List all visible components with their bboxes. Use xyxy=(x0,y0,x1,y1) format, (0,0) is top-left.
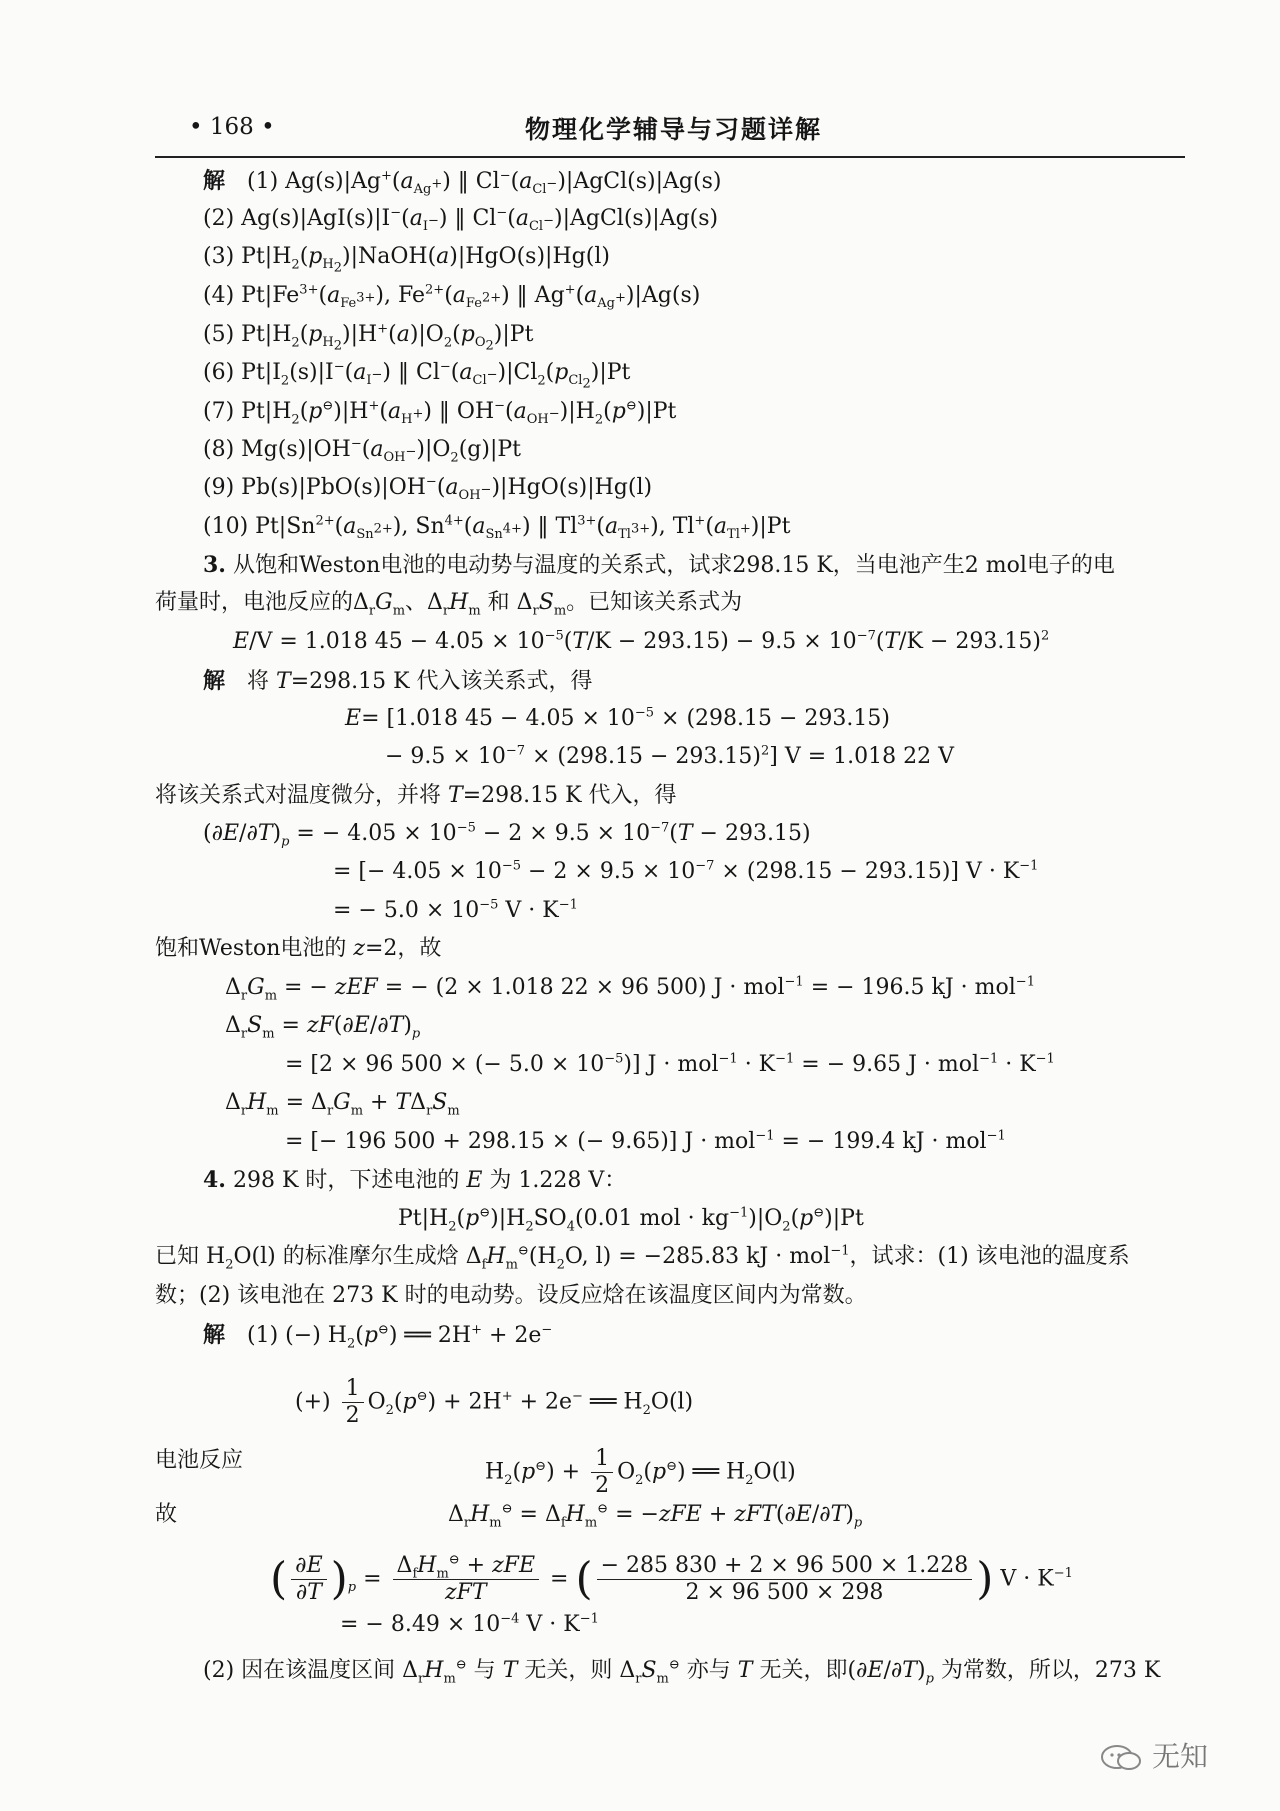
text-line-l8: (8) $Mg(s)|OH^-(a_{OH^-})|O_2(g)|Pt$ xyxy=(203,436,522,466)
text-line-l1: 解 (1) $Ag(s)|Ag^+(a_{Ag^+})$ ‖ $Cl^-(a_{Cl^-})|AgCl(s)|Ag(s)$ xyxy=(203,168,722,198)
text-line-l33: 电池反应 xyxy=(155,1448,244,1473)
text-line-l17: 将该关系式对温度微分，并将 T=298.15 K 代入，得 xyxy=(155,783,677,808)
text-line-l26: = [− 196 500 + 298.15 × (− 9.65)] J · mol$^{-1}$ = − 199.4 kJ · mol$^{-1}$ xyxy=(285,1128,1006,1154)
text-line-l20: = − $5.0 \times 10^{-5}$ $V \cdot K^{-1}$ xyxy=(333,897,578,923)
page-number: • 168 • xyxy=(189,114,275,140)
text-line-l7: (7) $Pt|H_2(p^⊖)|H^+(a_{H^+})$ ‖ $OH^-(a_{OH^-})|H_2(p^⊖)|Pt$ xyxy=(203,398,677,428)
text-line-l34: $H_2(p^⊖)$ + $\frac{1}{2}$ $O_2(p^⊖)$ ══ $H_2O(l)$ xyxy=(485,1446,796,1498)
text-line-l36: $\Delta_rH_m^⊖ = \Delta_fH_m^⊖ = -zFE + zFT(\partial E/\partial T)_p$ xyxy=(448,1501,863,1531)
text-line-l12: 荷量时，电池反应的$\Delta_rG_m$、$\Delta_rH_m$ 和 $\Delta_rS_m$。已知该关系式为 xyxy=(155,590,743,619)
text-line-l15: E= [1.018 $45 - 4.05 \times 10^{-5} \times (298.15 - 293.15)$ xyxy=(345,705,890,731)
text-line-l18: $(\partial E/\partial T)_p$ = − $4.05 \times 10^{-5} - 2 \times 9.5 \times 10^{-7}(T - 293.15)$ xyxy=(203,820,811,850)
watermark-text: 无知 xyxy=(1151,1740,1208,1773)
text-line-l13: E/V = 1.018 $45 - 4.05 \times 10^{-5}(T/K - 293.15) - 9.5 \times 10^{-7}(T/K - 293.15)^2$ xyxy=(233,628,1050,654)
text-line-l28: $Pt|H_2(p^⊖)|H_2SO_4(0.01$ mol · $kg^{-1})|O_2(p^⊖)|Pt$ xyxy=(398,1205,864,1235)
text-line-l24: = [2 × 96 500 × (− $5.0 \times 10^{-5}$)] $J \cdot mol^{-1} \cdot K^{-1}$ = − 9.65 $J \cdot mol^{-1} \cdot K^{-1}$ xyxy=(285,1051,1055,1077)
text-line-l29: 已知 $H_2O(l)$ 的标准摩尔生成焓 $\Delta_fH_m^⊖(H_2O$, l) = −285.83 kJ · mol$^{-1}$，试求：(1) 该电池的温度系 xyxy=(155,1243,1130,1273)
text-line-l31: 解 (1) (−) $H_2(p^⊖)$ ══ 2H+ + 2e− xyxy=(203,1322,553,1352)
text-line-l14: 解 将 T=298.15 K 代入该关系式，得 xyxy=(203,668,593,694)
text-line-l23: $\Delta_rS_m = zF(\partial E/\partial T)_p$ xyxy=(225,1013,421,1042)
text-line-l5: (5) $Pt|H_2(p_{H_2})|H^+(a)|O_2(p_{O_2})|Pt$ xyxy=(203,321,534,354)
book-title: 物理化学辅导与习题详解 xyxy=(525,115,823,144)
text-line-l4: (4) $Pt|Fe^{3+}(a_{Fe^{3+}})$, $Fe^{2+}(a_{Fe^{2+}})$ ‖ $Ag^+(a_{Ag^+})|Ag(s)$ xyxy=(203,282,701,312)
text-line-l22: $\Delta_rG_m$ = − zEF = − (2 × 1.018 22 × 96 500) J · mol$^{-1}$ = − 196.5 kJ · mol$^{-1}$ xyxy=(225,974,1035,1004)
text-line-l10: (10) $Pt|Sn^{2+}(a_{Sn^{2+}})$, $Sn^{4+}(a_{Sn^{4+}})$ ‖ $Tl^{3+}(a_{Tl^{3+}})$, $Tl^+(a_{Tl^+})|Pt$ xyxy=(203,513,791,543)
text-line-l16: − $9.5 \times 10^{-7} \times (298.15 - 293.15)^2$] V = 1.018 22 V xyxy=(385,743,954,769)
running-header xyxy=(155,110,1185,158)
text-line-l9: (9) $Pb(s)|PbO(s)|OH^-(a_{OH^-})|HgO(s)|Hg(l)$ xyxy=(203,474,653,504)
text-line-l30: 数；(2) 该电池在 273 K 时的电动势。设反应焓在该温度区间内为常数。 xyxy=(155,1283,867,1308)
text-line-l27: 4. 298 K 时，下述电池的 E 为 1.228 V： xyxy=(203,1167,627,1193)
text-line-l6: (6) $Pt|I_2(s)|I^-(a_{I^-})$ ‖ $Cl^-(a_{Cl^-})|Cl_2(p_{Cl_2})|Pt$ xyxy=(203,359,631,392)
text-line-l3: (3) $Pt|H_2(p_{H_2})|NaOH(a)|HgO(s)|Hg(l)$ xyxy=(203,244,610,276)
text-line-l37: ( $\frac{\partial E}{\partial T}$ )$_p$ = $\Delta_fH_m^⊖$ + zFE zFT = ( $\frac{- 285 830 + 2 \times 96 500 \times 1.228}{2 \times 96 500 \times 298}$ ) $V \cdot K^{-1}$ xyxy=(270,1552,1073,1605)
chat-bubble-icon xyxy=(1099,1743,1143,1773)
text-line-l11: 3. 从饱和Weston电池的电动势与温度的关系式，试求298.15 K，当电池产生2 mol电子的电 xyxy=(203,552,1115,578)
text-line-l38: = − $8.49 \times 10^{-4}$ $V \cdot K^{-1}$ xyxy=(340,1611,599,1637)
text-line-l19: = [− $4.05 \times 10^{-5} - 2 \times 9.5 \times 10^{-7} \times (298.15 - 293.15)$] $V \cdot K^{-1}$ xyxy=(333,858,1039,884)
text-line-l39: (2) 因在该温度区间 $\Delta_rH_m^⊖$ 与 T 无关，则 $\Delta_rS_m^⊖$ 亦与 T 无关，即$(\partial E/\partial T)_p$ 为常数，所以，273 K xyxy=(203,1657,1161,1687)
watermark xyxy=(1099,1735,1208,1775)
text-line-l25: $\Delta_rH_m = \Delta_rG_m + T\Delta_rS_m$ xyxy=(225,1090,460,1119)
text-line-l21: 饱和Weston电池的 z=2，故 xyxy=(155,936,442,961)
text-line-l32: (+) $\frac{1}{2}$ $O_2(p^⊖) + 2H^+ + 2e^-$ ══ $H_2O(l)$ xyxy=(295,1376,694,1428)
text-line-l35: 故 xyxy=(155,1502,178,1527)
text-line-l2: (2) $Ag(s)|AgI(s)|I^-(a_{I^-})$ ‖ $Cl^-(a_{Cl^-})|AgCl(s)|Ag(s)$ xyxy=(203,205,719,235)
